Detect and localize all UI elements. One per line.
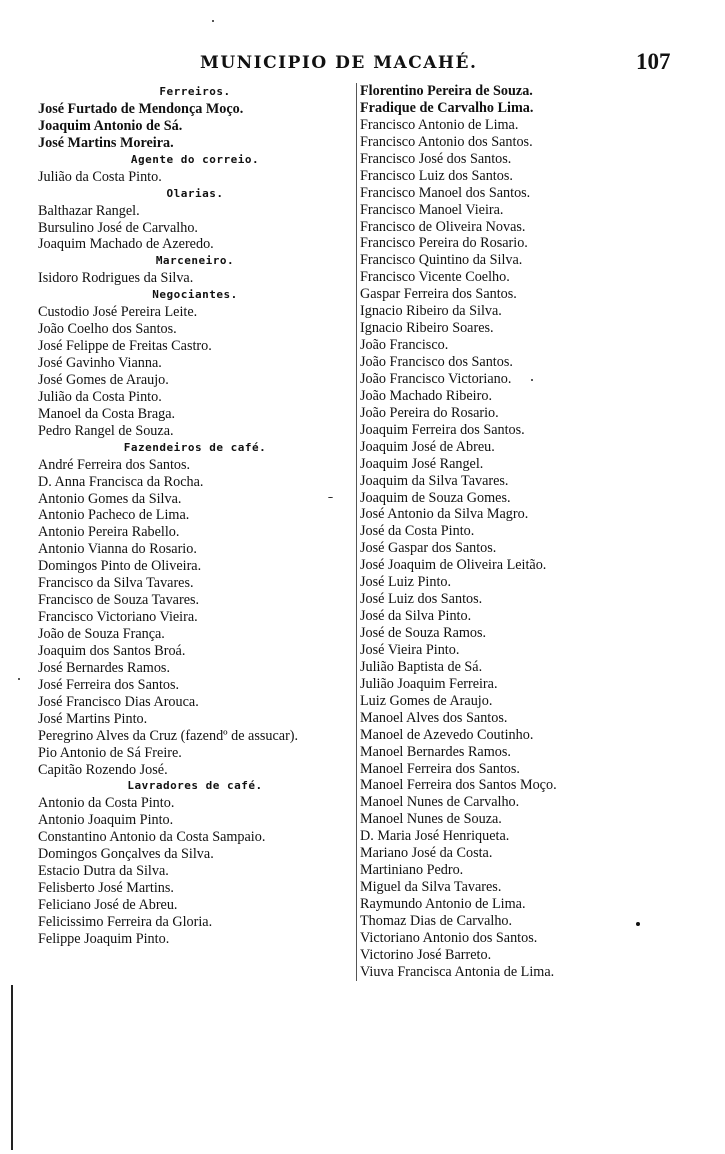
list-item: Antonio Pacheco de Lima. (38, 507, 190, 524)
list-item: José Vieira Pinto. (360, 641, 460, 658)
list-item: Joaquim da Silva Tavares. (360, 472, 509, 489)
ink-speck (328, 497, 333, 498)
list-item: José da Silva Pinto. (360, 608, 472, 625)
running-title: MUNICIPIO DE MACAHÉ. (200, 53, 478, 73)
list-item: Manoel Ferreira dos Santos Moço. (360, 777, 557, 794)
list-item: Felisberto José Martins. (38, 880, 174, 897)
list-item: Manoel Bernardes Ramos. (360, 743, 511, 760)
list-item: José Gavinho Vianna. (38, 355, 162, 371)
list-item: Joaquim Antonio de Sá. (38, 117, 183, 134)
list-item: José de Souza Ramos. (360, 625, 487, 641)
section-heading: Negociantes. (152, 288, 238, 302)
list-item: Constantino Antonio da Costa Sampaio. (38, 829, 266, 846)
right-column (356, 83, 628, 981)
section-heading: Agente do correio. (130, 152, 260, 166)
list-item: João Pereira do Rosario. (360, 404, 499, 421)
list-item: José Ferreira dos Santos. (38, 676, 180, 693)
list-item: Raymundo Antonio de Lima. (360, 896, 526, 912)
list-item: Domingos Pinto de Oliveira. (38, 558, 202, 575)
list-item: Manoel Alves dos Santos. (360, 709, 508, 726)
ink-speck (531, 379, 533, 381)
list-item: Antonio da Costa Pinto. (38, 795, 175, 812)
list-item: Miguel da Silva Tavares. (360, 879, 502, 896)
list-item: Julião da Costa Pinto. (38, 168, 162, 185)
list-item: Manoel Nunes de Souza. (360, 811, 502, 828)
section-heading: Lavradores de café. (127, 779, 263, 793)
list-item: D. Maria José Henriqueta. (360, 828, 510, 845)
list-item: Francisco José dos Santos. (360, 150, 512, 167)
list-item: Fradique de Carvalho Lima. (360, 99, 534, 116)
list-item: José Gaspar dos Santos. (360, 540, 497, 557)
list-item: Victoriano Antonio dos Santos. (360, 929, 538, 946)
list-item: José Luiz dos Santos. (360, 591, 483, 608)
list-item: José Furtado de Mendonça Moço. (38, 100, 244, 117)
section-heading: Olarias. (166, 186, 224, 200)
list-item: Luiz Gomes de Araujo. (360, 692, 493, 709)
list-item: José Joaquim de Oliveira Leitão. (360, 557, 547, 574)
list-item: D. Anna Francisca da Rocha. (38, 473, 204, 490)
section-heading: Fazendeiros de café. (123, 440, 267, 454)
left-column (38, 84, 352, 948)
list-item: José Bernardes Ramos. (38, 659, 170, 676)
ink-speck (18, 678, 20, 680)
list-item: Balthazar Rangel. (38, 202, 140, 219)
list-item: Antonio Gomes da Silva. (38, 490, 182, 507)
list-item: Francisco da Silva Tavares. (38, 575, 194, 592)
page-header (0, 49, 725, 81)
list-item: Antonio Pereira Rabello. (38, 524, 180, 541)
list-item: Julião Baptista de Sá. (360, 658, 483, 675)
list-item: José da Costa Pinto. (360, 523, 475, 540)
list-item: Joaquim José Rangel. (360, 455, 484, 472)
list-item: Julião Joaquim Ferreira. (360, 675, 498, 692)
list-item: Joaquim de Souza Gomes. (360, 489, 511, 506)
list-item: Francisco de Souza Tavares. (38, 592, 200, 609)
list-item: Estacio Dutra da Silva. (38, 863, 169, 880)
list-item: José Gomes de Araujo. (38, 371, 169, 388)
ink-dot (636, 922, 640, 926)
list-item: Manoel Ferreira dos Santos. (360, 760, 520, 777)
list-item: Francisco Luiz dos Santos. (360, 167, 513, 184)
list-item: Antonio Vianna do Rosario. (38, 541, 197, 558)
list-item: Joaquim Machado de Azeredo. (38, 236, 214, 253)
list-item: Pedro Rangel de Souza. (38, 422, 174, 439)
list-item: João Francisco. (360, 337, 449, 354)
list-item: André Ferreira dos Santos. (38, 456, 191, 473)
list-item: Manoel Nunes de Carvalho. (360, 794, 520, 811)
list-item: Victorino José Barreto. (360, 946, 492, 963)
list-item: Antonio Joaquim Pinto. (38, 812, 174, 829)
list-item: José Martins Moreira. (38, 134, 174, 151)
list-item: Francisco Manoel Vieira. (360, 201, 504, 218)
list-item: Francisco Victoriano Vieira. (38, 609, 198, 626)
list-item: Francisco Antonio dos Santos. (360, 133, 533, 150)
list-item: Francisco Pereira do Rosario. (360, 235, 528, 252)
section-heading: Ferreiros. (159, 85, 231, 98)
list-item: Joaquim dos Santos Broá. (38, 642, 186, 659)
list-item: José Martins Pinto. (38, 710, 148, 727)
list-item: Isidoro Rodrigues da Silva. (38, 270, 194, 287)
list-item: Capitão Rozendo José. (38, 761, 168, 778)
list-item: João Machado Ribeiro. (360, 387, 492, 404)
list-item: José Luiz Pinto. (360, 574, 452, 591)
list-item: Thomaz Dias de Carvalho. (360, 912, 513, 929)
list-item: Joaquim Ferreira dos Santos. (360, 421, 525, 438)
list-item: João Coelho dos Santos. (38, 321, 177, 338)
list-item: Felicissimo Ferreira da Gloria. (38, 913, 213, 930)
section-heading: Marceneiro. (155, 254, 235, 268)
list-item: Florentino Pereira de Souza. (360, 83, 533, 99)
list-item: Domingos Gonçalves da Silva. (38, 846, 214, 863)
list-item: Custodio José Pereira Leite. (38, 304, 198, 321)
list-item: Manoel de Azevedo Coutinho. (360, 726, 534, 743)
list-item: João de Souza França. (38, 626, 165, 642)
list-item: Martiniano Pedro. (360, 862, 464, 879)
page-number: 107 (636, 49, 671, 74)
list-item: Felippe Joaquim Pinto. (38, 930, 170, 947)
list-item: Bursulino José de Carvalho. (38, 219, 198, 236)
list-item: Ignacio Ribeiro da Silva. (360, 303, 502, 320)
list-item: Pio Antonio de Sá Freire. (38, 744, 182, 761)
list-item: João Francisco Victoriano. (360, 370, 512, 387)
list-item: João Francisco dos Santos. (360, 354, 513, 370)
list-item: Peregrino Alves da Cruz (fazendº de assucar). (38, 727, 299, 744)
list-item: Francisco Quintino da Silva. (360, 252, 523, 269)
list-item: Feliciano José de Abreu. (38, 897, 178, 913)
list-item: Joaquim José de Abreu. (360, 438, 495, 455)
list-item: Francisco Antonio de Lima. (360, 116, 519, 133)
list-item: José Francisco Dias Arouca. (38, 693, 199, 710)
list-item: Viuva Francisca Antonia de Lima. (360, 963, 555, 980)
list-item: José Felippe de Freitas Castro. (38, 338, 212, 355)
list-item: Manoel da Costa Braga. (38, 405, 176, 422)
list-item: Gaspar Ferreira dos Santos. (360, 286, 517, 303)
list-item: Ignacio Ribeiro Soares. (360, 320, 494, 337)
margin-rule (11, 985, 13, 1150)
list-item: Julião da Costa Pinto. (38, 388, 162, 405)
list-item: Francisco Vicente Coelho. (360, 269, 510, 286)
list-item: José Antonio da Silva Magro. (360, 506, 529, 523)
ink-speck (212, 20, 214, 22)
list-item: Francisco Manoel dos Santos. (360, 184, 531, 201)
list-item: Mariano José da Costa. (360, 845, 493, 862)
list-item: Francisco de Oliveira Novas. (360, 218, 526, 235)
